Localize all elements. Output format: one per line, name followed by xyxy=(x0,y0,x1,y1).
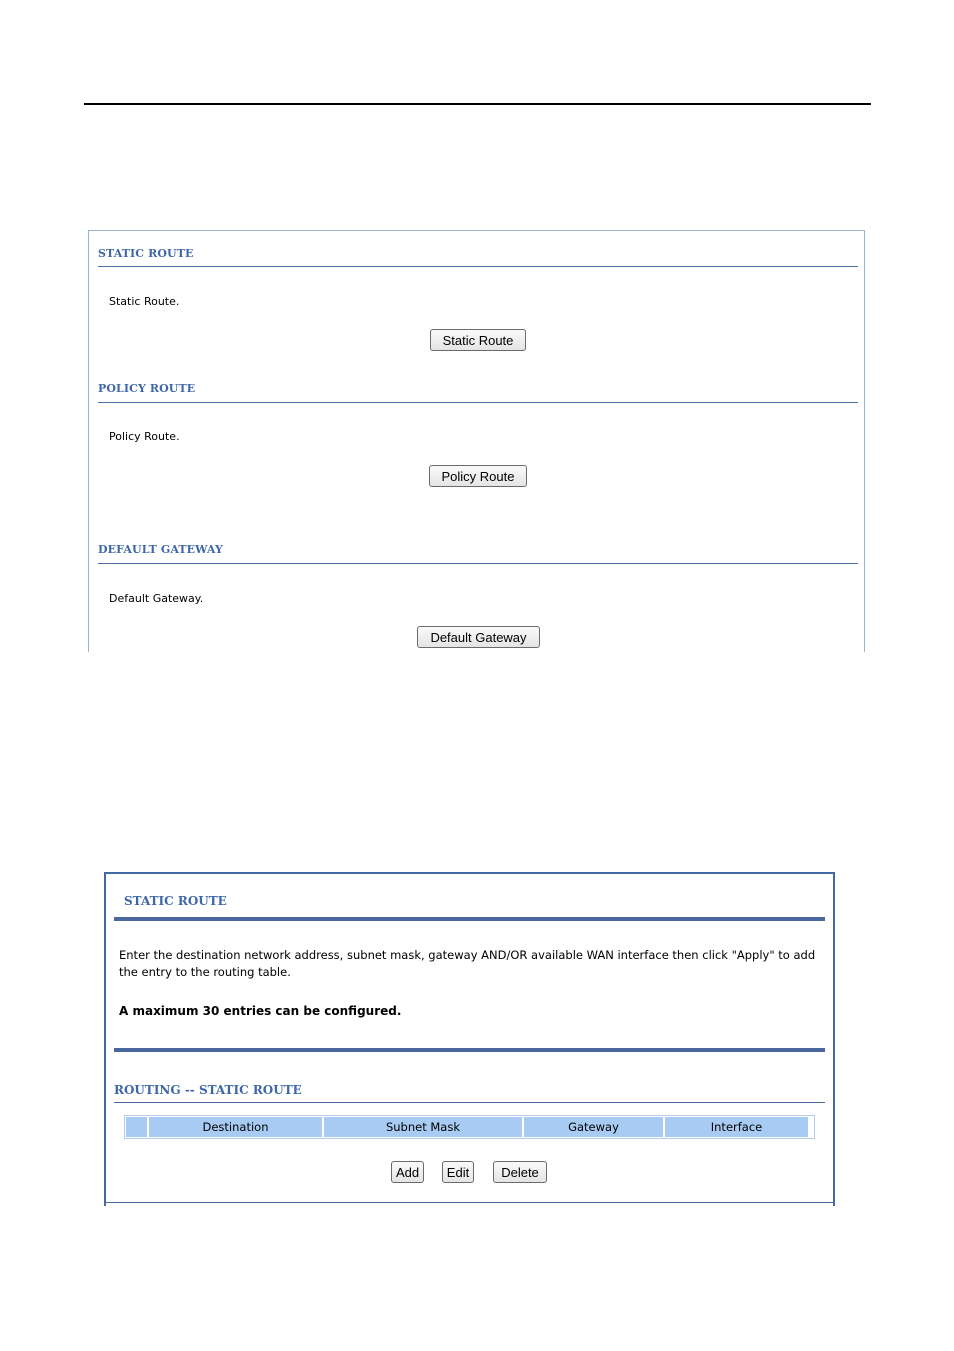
static-route-panel-title: STATIC ROUTE xyxy=(124,894,227,908)
policy-route-section-title: POLICY ROUTE xyxy=(98,382,196,395)
edit-button[interactable]: Edit xyxy=(442,1161,474,1183)
static-route-section-divider xyxy=(98,266,858,267)
policy-route-section-divider xyxy=(98,402,858,403)
static-route-panel-bottom-edge xyxy=(104,1202,835,1203)
static-route-section-separator xyxy=(114,1048,825,1052)
routing-panel xyxy=(88,230,865,652)
page-header-rule xyxy=(84,103,871,105)
static-route-table-header xyxy=(124,1115,815,1139)
max-entries-note: A maximum 30 entries can be configured. xyxy=(119,1004,402,1018)
gateway-column-header: Gateway xyxy=(524,1117,663,1137)
static-route-panel xyxy=(104,872,835,1206)
policy-route-description: Policy Route. xyxy=(109,430,180,443)
static-route-button[interactable]: Static Route xyxy=(430,329,526,351)
default-gateway-button[interactable]: Default Gateway xyxy=(417,626,540,648)
subnet-mask-column-header: Subnet Mask xyxy=(324,1117,522,1137)
static-route-instructions: Enter the destination network address, subnet mask, gateway AND/OR available WAN interface then click "Apply" to add the entry to the routing table. xyxy=(119,948,816,979)
default-gateway-section-title: DEFAULT GATEWAY xyxy=(98,543,223,556)
select-column-header xyxy=(126,1117,147,1137)
default-gateway-description: Default Gateway. xyxy=(109,592,204,605)
routing-static-route-title: ROUTING -- STATIC ROUTE xyxy=(114,1083,302,1097)
static-route-section-title: STATIC ROUTE xyxy=(98,247,194,260)
static-route-description: Static Route. xyxy=(109,295,180,308)
interface-column-header: Interface xyxy=(665,1117,808,1137)
destination-column-header: Destination xyxy=(149,1117,322,1137)
policy-route-button[interactable]: Policy Route xyxy=(429,465,527,487)
static-route-title-divider xyxy=(114,917,825,921)
default-gateway-section-divider xyxy=(98,563,858,564)
routing-table-divider xyxy=(114,1102,825,1103)
delete-button[interactable]: Delete xyxy=(493,1161,547,1183)
add-button[interactable]: Add xyxy=(391,1161,424,1183)
